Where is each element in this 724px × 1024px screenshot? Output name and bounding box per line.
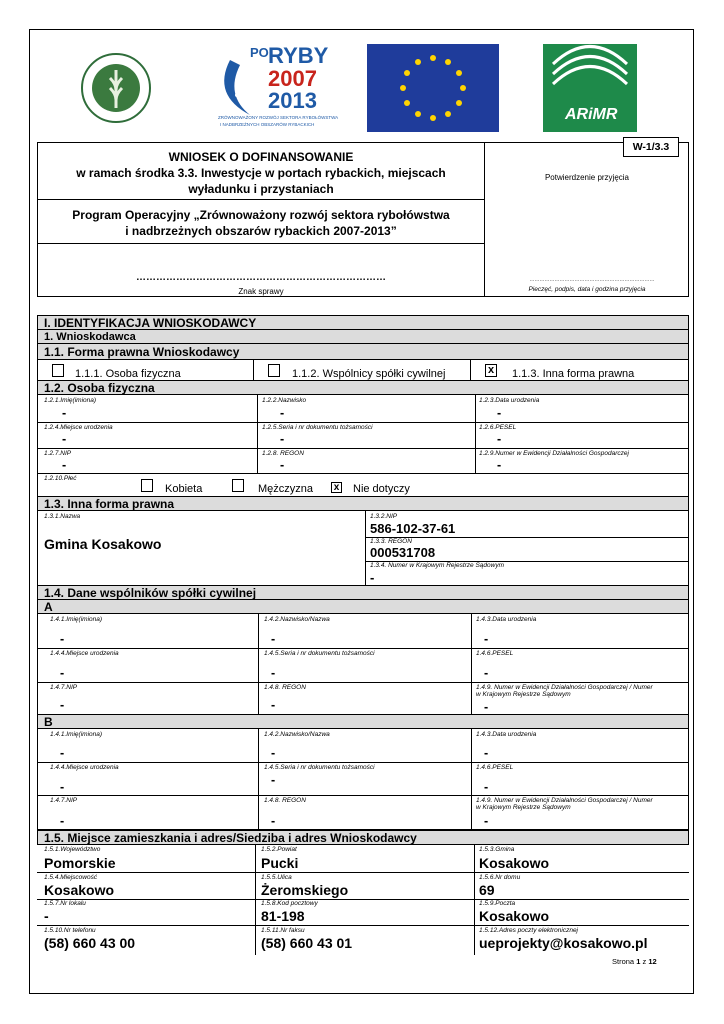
label-id-document: 1.2.5.Seria i nr dokumentu tożsamości [262,424,373,431]
checkbox-natural-person[interactable] [52,364,64,377]
value-apartment: - [44,908,49,924]
value-pesel: - [497,432,502,446]
value-org-nip: 586-102-37-61 [370,521,456,536]
subsection-other-legal-form: 1.3. Inna forma prawna [44,497,175,511]
value-street: Żeromskiego [261,882,349,898]
b-label-surname: 1.4.2.Nazwisko/Nazwa [264,731,330,738]
poryby-year2: 2013 [268,88,317,113]
a-label-id-document: 1.4.5.Seria i nr dokumentu tożsamości [264,650,375,657]
label-post-office: 1.5.9.Poczta [479,900,516,907]
b-label-regon: 1.4.8. REGON [264,797,306,804]
b-value-id-document: - [271,773,276,787]
a-value-id-document: - [271,666,276,680]
value-surname: - [280,406,285,420]
b-value-birth-date: - [484,746,489,760]
b-value-surname: - [271,746,276,760]
subsection-legal-form: 1.1. Forma prawna Wnioskodawcy [44,345,240,359]
label-postal-code: 1.5.8.Kod pocztowy [261,900,318,907]
value-regon: - [280,458,285,472]
receipt-dots: ………………………………………………………………… [529,277,655,283]
b-label-nip: 1.4.7.NIP [50,797,78,804]
b-value-nip: - [60,814,65,828]
a-value-pesel: - [484,666,489,680]
b-label-birth-date: 1.4.3.Data urodzenia [476,731,537,738]
b-label-register: 1.4.9. Numer w Ewidencji Działalności Gospodarczej / Numer [476,797,653,804]
b-label-birth-place: 1.4.4.Miejsce urodzenia [50,764,119,771]
value-email: ueprojekty@kosakowo.pl [479,935,648,951]
a-value-birth-place: - [60,666,65,680]
b-value-regon: - [271,814,276,828]
label-org-regon: 1.3.3. REGON [370,538,412,545]
label-sex: 1.2.10.Płeć [44,475,77,482]
a-value-surname: - [271,632,276,646]
case-number-dots: ………………………………………………………………… [136,272,386,283]
a-value-first-name: - [60,632,65,646]
value-postal-code: 81-198 [261,908,305,924]
a-label-regon: 1.4.8. REGON [264,684,306,691]
a-value-register: - [484,700,489,714]
checkbox-male[interactable] [232,479,244,492]
value-org-regon: 000531708 [370,545,436,560]
a-label-register: 1.4.9. Numer w Ewidencji Działalności Gospodarczej / Numer [476,684,653,691]
value-birth-place: - [62,432,67,446]
opt-natural-person: 1.1.1. Osoba fizyczna [75,368,181,380]
b-value-first-name: - [60,746,65,760]
section-title: I. IDENTYFIKACJA WNIOSKODAWCY [44,316,257,330]
checkbox-female[interactable] [141,479,153,492]
a-label-nip: 1.4.7.NIP [50,684,78,691]
opt-civil-partnership: 1.1.2. Wspólnicy spółki cywilnej [292,368,446,380]
value-locality: Kosakowo [44,882,115,898]
checkbox-other-legal-form[interactable]: x [485,364,497,377]
poryby-sub2: I NADBRZEŻNYCH OBSZARÓW RYBACKICH [220,122,315,127]
label-krs: 1.3.4. Numer w Krajowym Rejestrze Sądowym [370,562,505,569]
a-label-birth-place: 1.4.4.Miejsce urodzenia [50,650,119,657]
label-email: 1.5.12.Adres poczty elektronicznej [479,927,578,934]
label-birth-place: 1.2.4.Miejsce urodzenia [44,424,113,431]
label-first-name: 1.2.1.Imię(imiona) [44,397,97,404]
poryby-sub1: ZRÓWNOWAŻONY ROZWÓJ SEKTORA RYBOŁÓWSTWA [218,115,339,120]
value-org-name: Gmina Kosakowo [44,536,162,552]
value-id-document: - [280,432,285,446]
checkbox-not-applicable[interactable]: x [331,482,342,493]
page-current: 1 [636,957,641,966]
label-org-name: 1.3.1.Nazwa [44,513,81,520]
page-label: Strona [612,957,635,966]
opt-female: Kobieta [165,483,203,495]
case-number-label: Znak sprawy [238,287,284,296]
subsection-natural-person: 1.2. Osoba fizyczna [44,381,155,395]
label-district: 1.5.2.Powiat [261,846,297,853]
label-business-register: 1.2.9.Numer w Ewidencji Działalności Gospodarczej [479,450,629,457]
poryby-po: PO [250,45,269,60]
subsection-applicant: 1. Wnioskodawca [44,331,136,343]
value-district: Pucki [261,855,299,871]
partner-b-header: B [44,715,53,729]
label-house-number: 1.5.6.Nr domu [479,874,521,881]
b-value-birth-place: - [60,780,65,794]
b-label-pesel: 1.4.6.PESEL [476,764,514,771]
opt-other-legal-form: 1.1.3. Inna forma prawna [512,368,635,380]
form-title-line3: wyładunku i przystaniach [188,182,334,196]
arimr-text: ARiMR [565,106,618,123]
label-locality: 1.5.4.Miejscowość [44,874,98,881]
a-label-pesel: 1.4.6.PESEL [476,650,514,657]
label-phone: 1.5.10.Nr telefonu [44,927,96,934]
label-surname: 1.2.2.Nazwisko [262,397,307,404]
ministry-logo [80,40,152,138]
b-label-register-2: w Krajowym Rejestrze Sądowym [476,804,571,811]
subsection-address: 1.5. Miejsce zamieszkania i adres/Siedziba i adres Wnioskodawcy [44,831,417,845]
a-value-birth-date: - [484,632,489,646]
value-business-register: - [497,458,502,472]
value-first-name: - [62,406,67,420]
label-regon: 1.2.8. REGON [262,450,304,457]
label-commune: 1.5.3.Gmina [479,846,515,853]
b-value-pesel: - [484,780,489,794]
a-label-first-name: 1.4.1.Imię(imiona) [50,616,103,623]
arimr-logo [543,44,637,132]
label-street: 1.5.5.Ulica [261,874,292,881]
value-birth-date: - [497,406,502,420]
poryby-logo [210,40,340,138]
a-label-birth-date: 1.4.3.Data urodzenia [476,616,537,623]
b-value-register: - [484,814,489,828]
eu-flag-logo [367,44,499,132]
b-label-first-name: 1.4.1.Imię(imiona) [50,731,103,738]
value-fax: (58) 660 43 01 [261,935,353,951]
value-phone: (58) 660 43 00 [44,935,136,951]
form-title-line2: w ramach środka 3.3. Inwestycje w portach rybackich, miejscach [76,166,446,180]
a-label-surname: 1.4.2.Nazwisko/Nazwa [264,616,330,623]
b-label-id-document: 1.4.5.Seria i nr dokumentu tożsamości [264,764,375,771]
form-code: W-1/3.3 [623,137,679,157]
form-title: WNIOSEK O DOFINANSOWANIE [168,150,354,164]
program-title: Program Operacyjny „Zrównoważony rozwój sektora rybołówstwa [72,208,450,222]
checkbox-civil-partnership[interactable] [268,364,280,377]
value-krs: - [370,570,375,585]
label-birth-date: 1.2.3.Data urodzenia [479,397,540,404]
value-post-office: Kosakowo [479,908,550,924]
program-title-line2: i nadbrzeżnych obszarów rybackich 2007-2013” [125,224,397,238]
value-nip: - [62,458,67,472]
poryby-ryby: RYBY [268,43,329,68]
label-apartment: 1.5.7.Nr lokalu [44,900,86,907]
subsection-partners: 1.4. Dane wspólników spółki cywilnej [44,586,257,600]
label-org-nip: 1.3.2.NIP [370,513,398,520]
label-fax: 1.5.11.Nr faksu [261,927,305,934]
label-voivodeship: 1.5.1.Województwo [44,846,101,853]
opt-male: Mężczyzna [258,483,314,495]
a-value-nip: - [60,698,65,712]
page-number [612,957,657,966]
page-of: z [642,957,647,966]
poryby-year1: 2007 [268,66,317,91]
a-label-register-2: w Krajowym Rejestrze Sądowym [476,691,571,698]
label-nip: 1.2.7.NIP [44,450,72,457]
a-value-regon: - [271,698,276,712]
value-commune: Kosakowo [479,855,550,871]
partner-a-header: A [44,600,53,614]
opt-not-applicable: Nie dotyczy [353,483,410,495]
label-pesel: 1.2.6.PESEL [479,424,517,431]
value-house-number: 69 [479,882,495,898]
value-voivodeship: Pomorskie [44,855,116,871]
receipt-caption: Pieczęć, podpis, data i godzina przyjęcia [528,286,646,293]
page-total: 12 [648,957,657,966]
receipt-label: Potwierdzenie przyjęcia [544,173,630,182]
